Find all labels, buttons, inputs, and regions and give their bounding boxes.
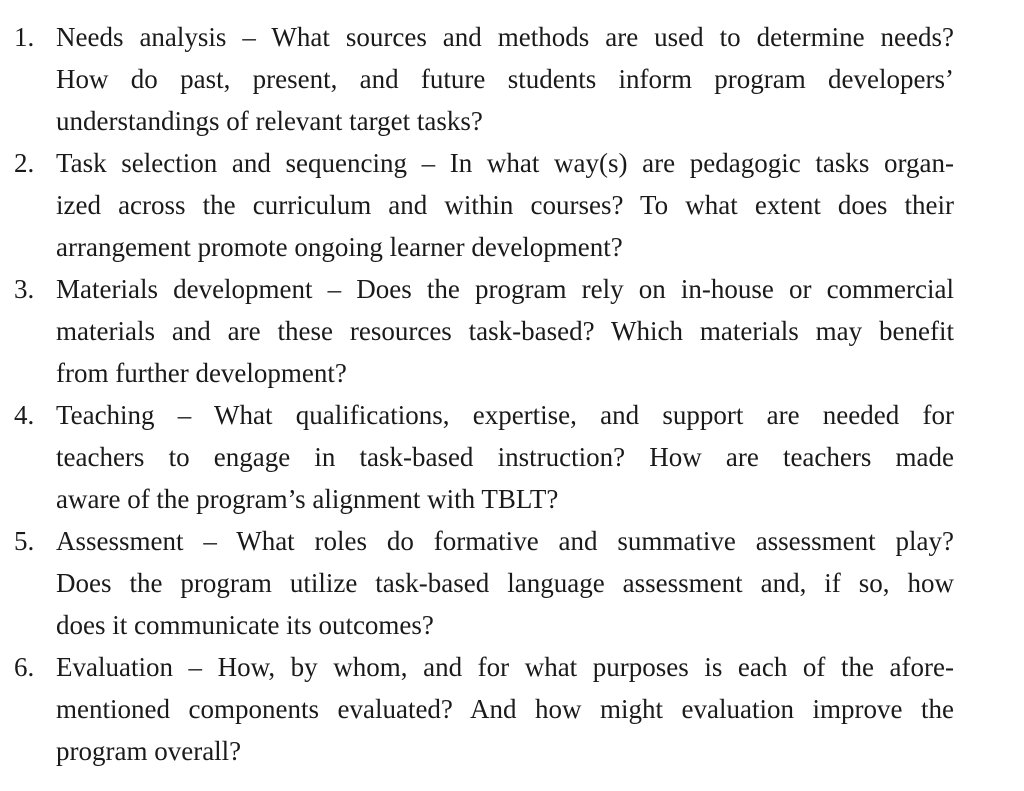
list-item-teaching [0, 394, 1024, 520]
list-item-evaluation [0, 646, 1024, 772]
item-number: 1. [14, 22, 35, 52]
list-item-materials-development [0, 268, 1024, 394]
item-text-line: Assessment – What roles do formative and summative assessment play? [56, 526, 954, 556]
item-text-line: Teaching – What qualifications, expertise, and support are needed for [56, 400, 954, 430]
list-item-task-selection [0, 142, 1024, 268]
item-text-line: Task selection and sequencing – In what way(s) are pedagogic tasks organ- [56, 148, 954, 178]
item-text-line: ized across the curriculum and within courses? To what extent does their [56, 190, 954, 220]
item-text-line: materials and are these resources task-based? Which materials may benefit [56, 316, 954, 346]
item-text-line: Materials development – Does the program rely on in-house or commercial [56, 274, 954, 304]
item-text-line: program overall? [56, 736, 242, 766]
item-text-line: arrangement promote ongoing learner development? [56, 232, 623, 262]
item-text-line: teachers to engage in task-based instruction? How are teachers made [56, 442, 954, 472]
item-text-line: Needs analysis – What sources and methods are used to determine needs? [56, 22, 954, 52]
item-number: 4. [14, 400, 35, 430]
item-text-line: mentioned components evaluated? And how might evaluation improve the [56, 694, 954, 724]
item-number: 6. [14, 652, 35, 682]
list-item-assessment [0, 520, 1024, 646]
list-item-needs-analysis [0, 16, 1024, 142]
item-number: 5. [14, 526, 35, 556]
item-number: 2. [14, 148, 35, 178]
item-text-line: does it communicate its outcomes? [56, 610, 434, 640]
item-text-line: Does the program utilize task-based language assessment and, if so, how [56, 568, 954, 598]
item-text-line: How do past, present, and future students inform program developers’ [56, 64, 954, 94]
numbered-list [0, 16, 1024, 772]
item-number: 3. [14, 274, 35, 304]
item-text-line: understandings of relevant target tasks? [56, 106, 483, 136]
item-text-line: Evaluation – How, by whom, and for what purposes is each of the afore- [56, 652, 954, 682]
item-text-line: aware of the program’s alignment with TBLT? [56, 484, 559, 514]
item-text-line: from further development? [56, 358, 347, 388]
